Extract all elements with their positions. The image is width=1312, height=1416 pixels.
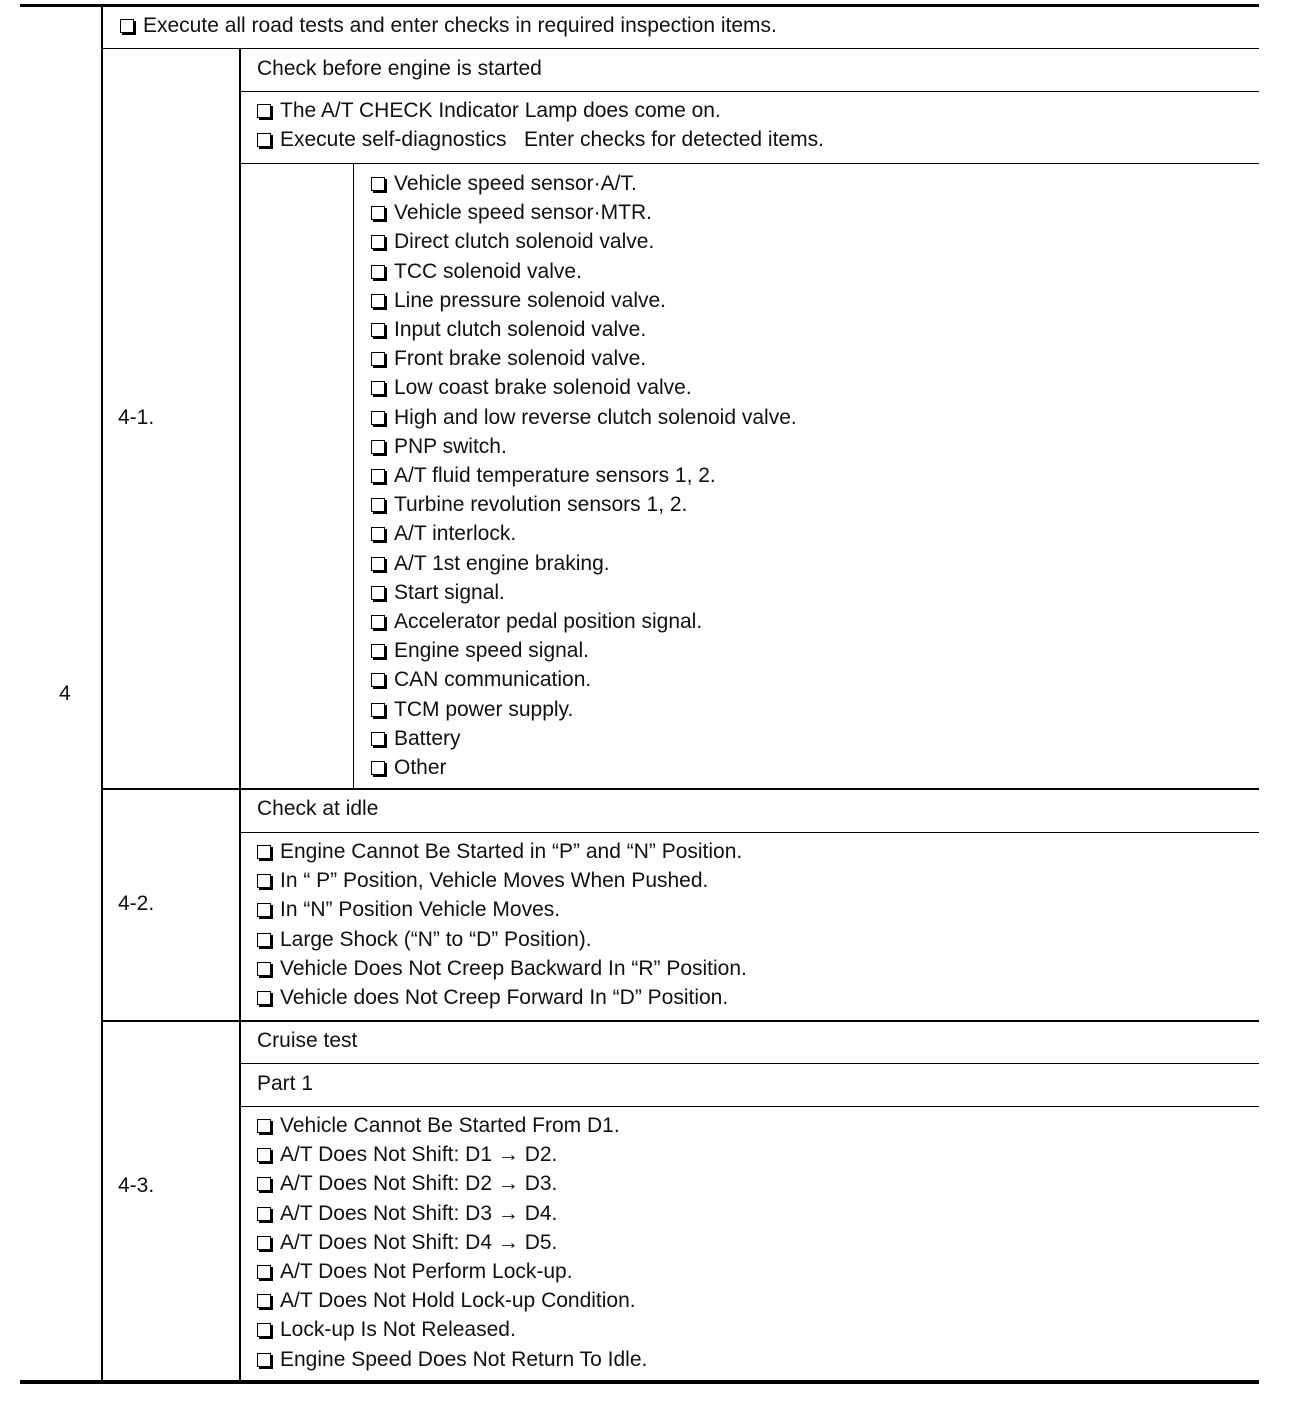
list-item[interactable]: High and low reverse clutch solenoid valve.	[371, 403, 797, 432]
check-item[interactable]: Vehicle Cannot Be Started From D1.	[257, 1111, 647, 1140]
check-item[interactable]: A/T Does Not Shift: D2 → D3.	[257, 1169, 647, 1198]
checkbox-icon[interactable]	[371, 206, 385, 220]
list-item[interactable]: TCC solenoid valve.	[371, 257, 797, 286]
column-divider-subsection	[239, 48, 241, 1382]
check-item[interactable]: Vehicle does Not Creep Forward In “D” Position.	[257, 983, 747, 1012]
check-item[interactable]: A/T Does Not Perform Lock-up.	[257, 1257, 647, 1286]
checkbox-icon[interactable]	[371, 381, 385, 395]
column-divider-section	[101, 4, 103, 1382]
checkbox-icon[interactable]	[371, 469, 385, 483]
inspection-table	[20, 4, 1259, 1386]
checkbox-icon[interactable]	[371, 732, 385, 746]
checkbox-icon[interactable]	[257, 991, 271, 1005]
row-rule	[240, 163, 1259, 164]
checkbox-icon[interactable]	[257, 1236, 271, 1250]
section-number: 4	[59, 682, 71, 705]
list-item[interactable]: Input clutch solenoid valve.	[371, 315, 797, 344]
checkbox-icon[interactable]	[257, 1207, 271, 1221]
check-item[interactable]: The A/T CHECK Indicator Lamp does come on.	[257, 96, 824, 125]
check-item[interactable]: A/T Does Not Shift: D3 → D4.	[257, 1199, 647, 1228]
list-item[interactable]: PNP switch.	[371, 432, 797, 461]
list-item[interactable]: TCM power supply.	[371, 695, 797, 724]
checkbox-icon[interactable]	[371, 352, 385, 366]
check-item[interactable]: In “ P” Position, Vehicle Moves When Pushed.	[257, 866, 747, 895]
list-item[interactable]: Front brake solenoid valve.	[371, 344, 797, 373]
subsection-number-4-1: 4-1.	[118, 406, 155, 429]
checkbox-icon[interactable]	[371, 615, 385, 629]
checkbox-icon[interactable]	[257, 1119, 271, 1133]
table-bottom-rule	[20, 1380, 1259, 1384]
checkbox-icon[interactable]	[371, 557, 385, 571]
row-rule	[240, 832, 1259, 833]
list-item[interactable]: Low coast brake solenoid valve.	[371, 373, 797, 402]
check-item[interactable]: Large Shock (“N” to “D” Position).	[257, 925, 747, 954]
checkbox-icon[interactable]	[257, 1294, 271, 1308]
checkbox-icon[interactable]	[120, 19, 134, 33]
list-item[interactable]: Vehicle speed sensor·A/T.	[371, 169, 797, 198]
checkbox-icon[interactable]	[371, 265, 385, 279]
subsection-heading-4-3: Cruise test	[257, 1029, 358, 1052]
checkbox-icon[interactable]	[257, 1353, 271, 1367]
row-rule	[102, 788, 1259, 790]
checkbox-icon[interactable]	[257, 1148, 271, 1162]
checkbox-icon[interactable]	[371, 586, 385, 600]
list-item[interactable]: Engine speed signal.	[371, 636, 797, 665]
checkbox-icon[interactable]	[371, 440, 385, 454]
checkbox-icon[interactable]	[371, 673, 385, 687]
check-item[interactable]: Lock-up Is Not Released.	[257, 1315, 647, 1344]
checkbox-icon[interactable]	[257, 933, 271, 947]
checkbox-icon[interactable]	[371, 177, 385, 191]
diagnostic-items-list	[371, 169, 797, 782]
section-intro[interactable]: Execute all road tests and enter checks in required inspection items.	[120, 11, 777, 40]
subsection-heading-4-2: Check at idle	[257, 797, 379, 820]
checkbox-icon[interactable]	[371, 411, 385, 425]
list-item[interactable]: Vehicle speed sensor·MTR.	[371, 198, 797, 227]
checkbox-icon[interactable]	[257, 104, 271, 118]
checkbox-icon[interactable]	[257, 903, 271, 917]
check-item[interactable]: A/T Does Not Shift: D4 → D5.	[257, 1228, 647, 1257]
row-rule	[102, 1020, 1259, 1022]
list-item[interactable]: CAN communication.	[371, 665, 797, 694]
subsection-heading-4-1: Check before engine is started	[257, 57, 542, 80]
list-item[interactable]: Direct clutch solenoid valve.	[371, 227, 797, 256]
checkbox-icon[interactable]	[371, 323, 385, 337]
list-item[interactable]: A/T fluid temperature sensors 1, 2.	[371, 461, 797, 490]
checkbox-icon[interactable]	[371, 294, 385, 308]
checkbox-icon[interactable]	[371, 235, 385, 249]
checkbox-icon[interactable]	[371, 527, 385, 541]
checkbox-icon[interactable]	[371, 644, 385, 658]
list-item[interactable]: Battery	[371, 724, 797, 753]
checkbox-icon[interactable]	[371, 703, 385, 717]
checkbox-icon[interactable]	[257, 1323, 271, 1337]
checkbox-icon[interactable]	[257, 1265, 271, 1279]
row-rule	[240, 91, 1259, 92]
checklist-4-3	[257, 1111, 647, 1374]
check-item[interactable]: Vehicle Does Not Creep Backward In “R” Position.	[257, 954, 747, 983]
list-item[interactable]: Start signal.	[371, 578, 797, 607]
checklist-4-2	[257, 837, 747, 1012]
checkbox-icon[interactable]	[371, 498, 385, 512]
checkbox-icon[interactable]	[257, 133, 271, 147]
check-item[interactable]: Engine Cannot Be Started in “P” and “N” Position.	[257, 837, 747, 866]
list-item[interactable]: Other	[371, 753, 797, 782]
table-top-rule	[20, 4, 1259, 7]
list-item[interactable]: Line pressure solenoid valve.	[371, 286, 797, 315]
list-item[interactable]: Turbine revolution sensors 1, 2.	[371, 490, 797, 519]
check-item[interactable]: A/T Does Not Hold Lock-up Condition.	[257, 1286, 647, 1315]
checkbox-icon[interactable]	[257, 874, 271, 888]
checklist-4-1	[257, 96, 824, 154]
checkbox-icon[interactable]	[257, 845, 271, 859]
column-divider-diagnostics	[353, 163, 354, 789]
list-item[interactable]: A/T 1st engine braking.	[371, 549, 797, 578]
checkbox-icon[interactable]	[257, 1177, 271, 1191]
list-item[interactable]: Accelerator pedal position signal.	[371, 607, 797, 636]
subsection-number-4-2: 4-2.	[118, 892, 155, 915]
row-rule	[102, 48, 1259, 49]
list-item[interactable]: A/T interlock.	[371, 519, 797, 548]
checkbox-icon[interactable]	[371, 761, 385, 775]
check-item[interactable]: In “N” Position Vehicle Moves.	[257, 895, 747, 924]
row-rule	[240, 1106, 1259, 1107]
checkbox-icon[interactable]	[257, 962, 271, 976]
part-label: Part 1	[257, 1072, 314, 1095]
check-item[interactable]: Engine Speed Does Not Return To Idle.	[257, 1345, 647, 1374]
row-rule	[240, 1063, 1259, 1064]
check-item[interactable]: Execute self-diagnostics Enter checks for detected items.	[257, 125, 824, 154]
check-item[interactable]: A/T Does Not Shift: D1 → D2.	[257, 1140, 647, 1169]
subsection-number-4-3: 4-3.	[118, 1174, 155, 1197]
